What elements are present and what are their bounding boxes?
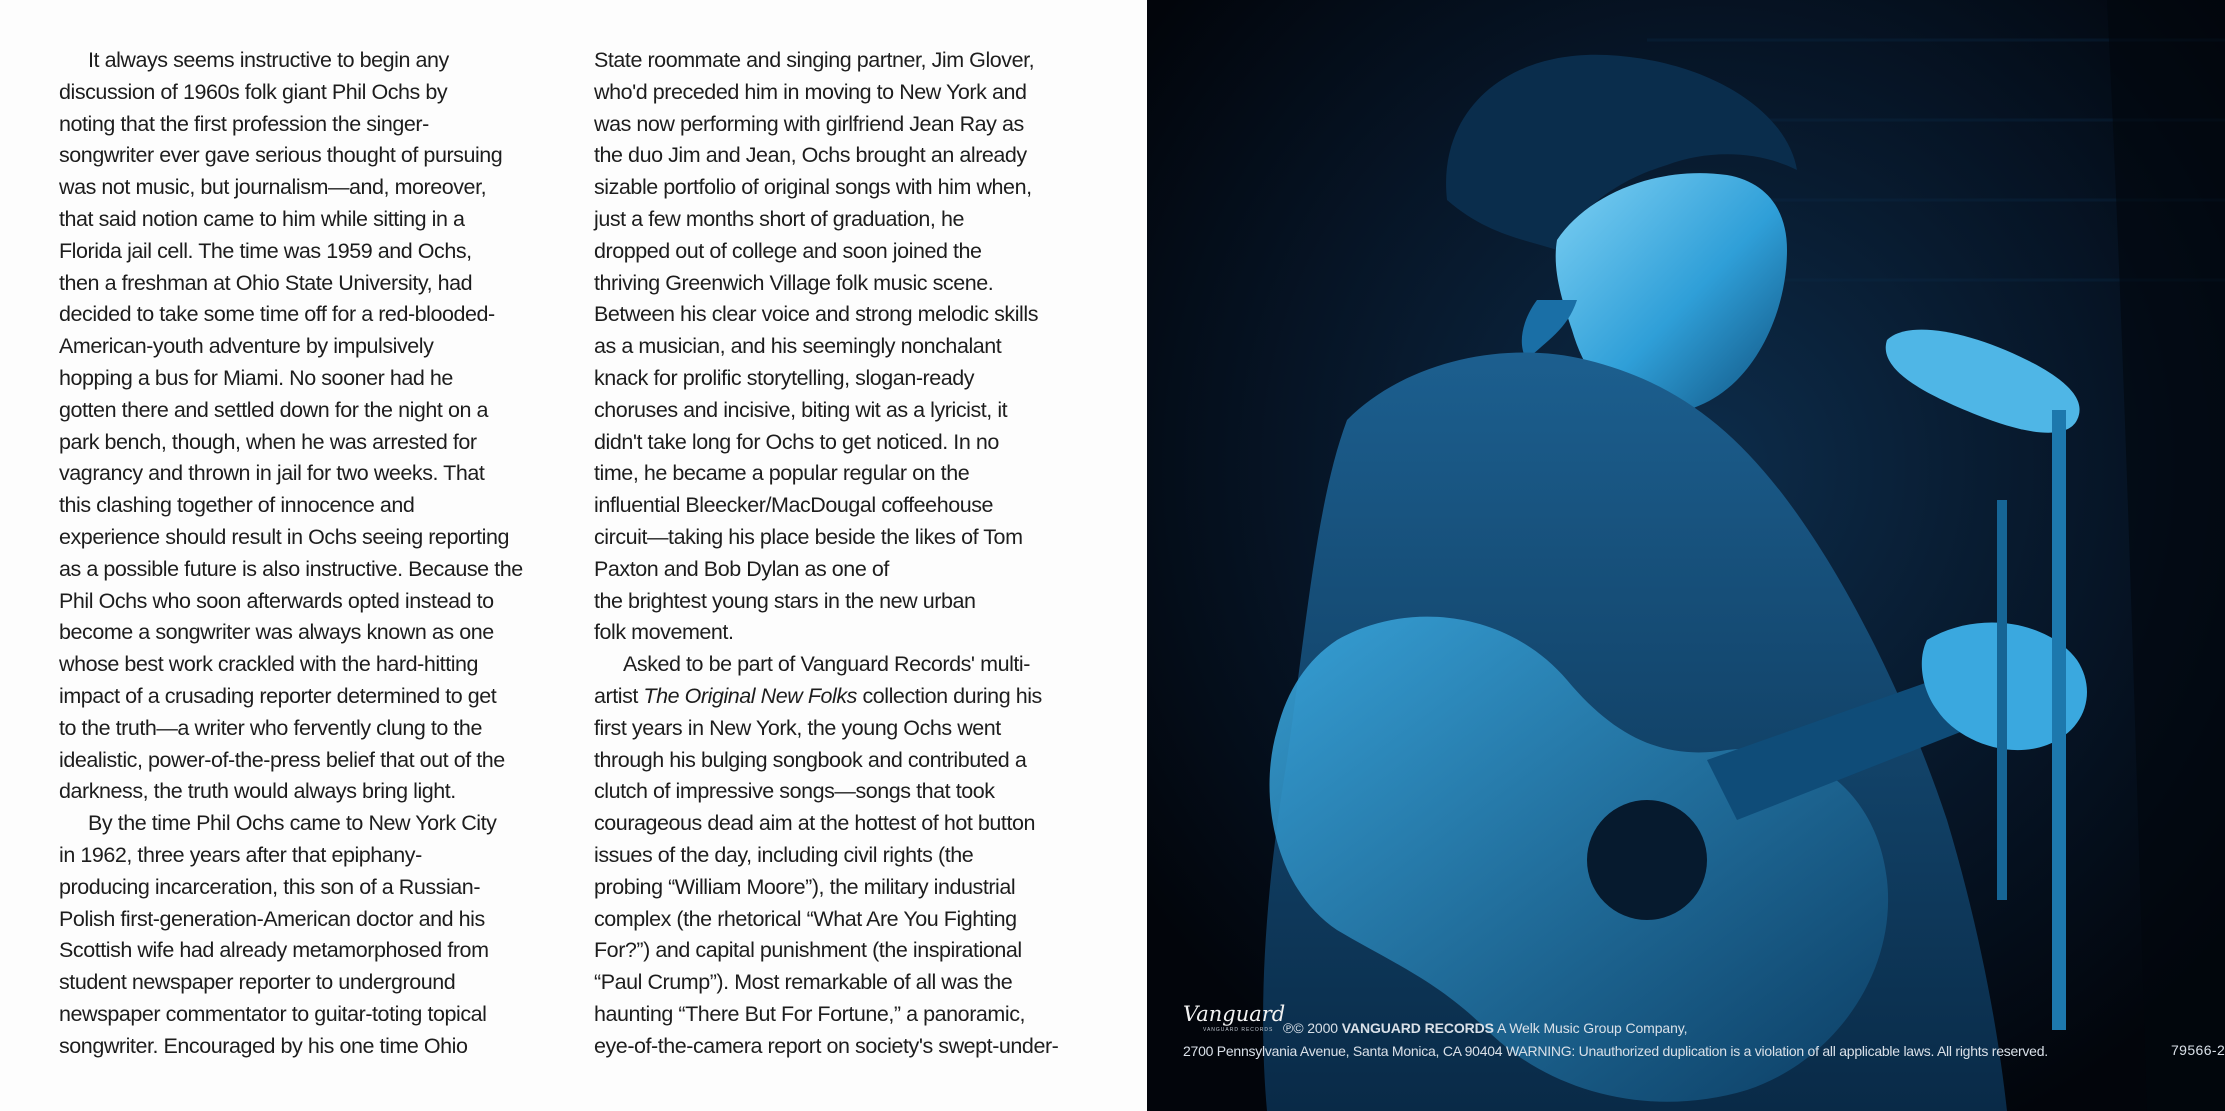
text-line: Polish first-generation-American doctor and his — [59, 906, 485, 931]
text-line: songwriter ever gave serious thought of pursuing — [59, 143, 503, 168]
text-line: folk movement. — [594, 620, 734, 645]
text-line: as a musician, and his seemingly nonchalant — [594, 334, 1002, 359]
text-line: complex (the rhetorical “What Are You Fighting — [594, 906, 1017, 931]
text-line: then a freshman at Ohio State University, had — [59, 270, 473, 295]
vanguard-logo-subtext: VANGUARD RECORDS — [1203, 1027, 1274, 1033]
text-line: Phil Ochs who soon afterwards opted instead to — [59, 588, 494, 613]
text-line: gotten there and settled down for the night on a — [59, 397, 489, 422]
text-line: darkness, the truth would always bring light. — [59, 779, 456, 804]
text-line: the duo Jim and Jean, Ochs brought an already — [594, 143, 1027, 168]
text-line: was now performing with girlfriend Jean Ray as — [594, 111, 1024, 136]
guitar-soundhole-shape — [1587, 800, 1707, 920]
text-line: discussion of 1960s folk giant Phil Ochs by — [59, 79, 448, 104]
text-line: courageous dead aim at the hottest of hot button — [594, 811, 1035, 836]
text-line: “Paul Crump”). Most remarkable of all was the — [594, 970, 1013, 995]
right-text-column — [594, 45, 1094, 1063]
text-line: to the truth—a writer who fervently clung to the — [59, 715, 482, 740]
label-name: VANGUARD RECORDS — [1341, 1020, 1494, 1036]
text-line: issues of the day, including civil rights (the — [594, 842, 974, 867]
text-line: in 1962, three years after that epiphany- — [59, 842, 422, 867]
text-line: knack for prolific storytelling, slogan-ready — [594, 365, 975, 390]
text-line: It always seems instructive to begin any — [88, 48, 449, 72]
text-line: idealistic, power-of-the-press belief that out of the — [59, 747, 505, 772]
text-line: time, he became a popular regular on the — [594, 461, 970, 486]
text-line: choruses and incisive, biting wit as a lyricist, it — [594, 397, 1008, 422]
body-paragraph — [59, 45, 559, 808]
text-line: was not music, but journalism—and, moreover, — [59, 175, 487, 200]
text-fragment: collection during his — [856, 683, 1042, 708]
text-line: hopping a bus for Miami. No sooner had he — [59, 365, 453, 390]
text-line: clutch of impressive songs—songs that took — [594, 779, 995, 804]
text-line: impact of a crusading reporter determined to get — [59, 683, 497, 708]
text-line: For?”) and capital punishment (the inspirational — [594, 938, 1022, 963]
text-line: By the time Phil Ochs came to New York City — [88, 811, 497, 836]
text-line: just a few months short of graduation, he — [594, 206, 964, 231]
body-paragraph — [594, 45, 1094, 649]
text-line: thriving Greenwich Village folk music scene. — [594, 270, 994, 295]
text-line: the brightest young stars in the new urban — [594, 588, 976, 613]
text-line: become a songwriter was always known as one — [59, 620, 494, 645]
text-line: Between his clear voice and strong melodic skills — [594, 302, 1039, 327]
performer-photo — [1147, 0, 2225, 1111]
copyright-line — [1283, 1020, 1687, 1036]
text-line: this clashing together of innocence and — [59, 493, 415, 518]
text-line: whose best work crackled with the hard-hitting — [59, 652, 479, 677]
text-line: eye-of-the-camera report on society's swept-under- — [594, 1033, 1059, 1058]
text-line: Paxton and Bob Dylan as one of — [594, 556, 889, 581]
address-warning-line: 2700 Pennsylvania Avenue, Santa Monica, CA 90404 WARNING: Unauthorized duplication is a violation of all applicable laws. All rights reserved. — [1183, 1043, 2048, 1059]
text-line: as a possible future is also instructive. Because the — [59, 556, 523, 581]
text-line: Florida jail cell. The time was 1959 and Ochs, — [59, 238, 472, 263]
vanguard-logo: Vanguard — [1183, 1002, 1286, 1026]
text-line: songwriter. Encouraged by his one time Ohio — [59, 1033, 468, 1058]
text-line: newspaper commentator to guitar-toting topical — [59, 1001, 487, 1026]
text-line: student newspaper reporter to underground — [59, 970, 456, 995]
company-name: A Welk Music Group Company, — [1493, 1020, 1688, 1036]
text-line: dropped out of college and soon joined the — [594, 238, 982, 263]
text-line — [594, 681, 1094, 713]
text-line: didn't take long for Ochs to get noticed. In no — [594, 429, 999, 454]
text-line: haunting “There But For Fortune,” a panoramic, — [594, 1001, 1026, 1026]
body-paragraph — [594, 649, 1094, 1062]
text-line: vagrancy and thrown in jail for two weeks. That — [59, 461, 485, 486]
text-line: American-youth adventure by impulsively — [59, 334, 434, 359]
body-paragraph — [59, 808, 559, 1062]
text-line: Asked to be part of Vanguard Records' multi- — [623, 652, 1030, 677]
text-line: influential Bleecker/MacDougal coffeehouse — [594, 493, 994, 518]
left-text-column — [59, 45, 559, 1063]
text-line: through his bulging songbook and contributed a — [594, 747, 1027, 772]
performer-photo-page — [1147, 0, 2225, 1111]
text-fragment: artist — [594, 683, 644, 708]
text-line: who'd preceded him in moving to New York and — [594, 79, 1027, 104]
text-line: State roommate and singing partner, Jim Glover, — [594, 48, 1035, 72]
text-line: sizable portfolio of original songs with him when, — [594, 175, 1032, 200]
mic-stand-shape — [2052, 410, 2066, 1030]
text-line: Scottish wife had already metamorphosed from — [59, 938, 489, 963]
album-title: The Original New Folks — [643, 683, 857, 708]
text-line: circuit—taking his place beside the likes of Tom — [594, 524, 1023, 549]
catalog-number: 79566-2 — [2171, 1042, 2225, 1058]
text-line: noting that the first profession the singer- — [59, 111, 429, 136]
text-line: experience should result in Ochs seeing reporting — [59, 524, 510, 549]
text-line: that said notion came to him while sitting in a — [59, 206, 465, 231]
copyright-symbols: ℗© 2000 — [1283, 1020, 1342, 1036]
text-line: producing incarceration, this son of a Russian- — [59, 874, 481, 899]
text-line: park bench, though, when he was arrested for — [59, 429, 477, 454]
text-line: decided to take some time off for a red-blooded- — [59, 302, 495, 327]
text-line: probing “William Moore”), the military industrial — [594, 874, 1016, 899]
text-line: first years in New York, the young Ochs went — [594, 715, 1001, 740]
